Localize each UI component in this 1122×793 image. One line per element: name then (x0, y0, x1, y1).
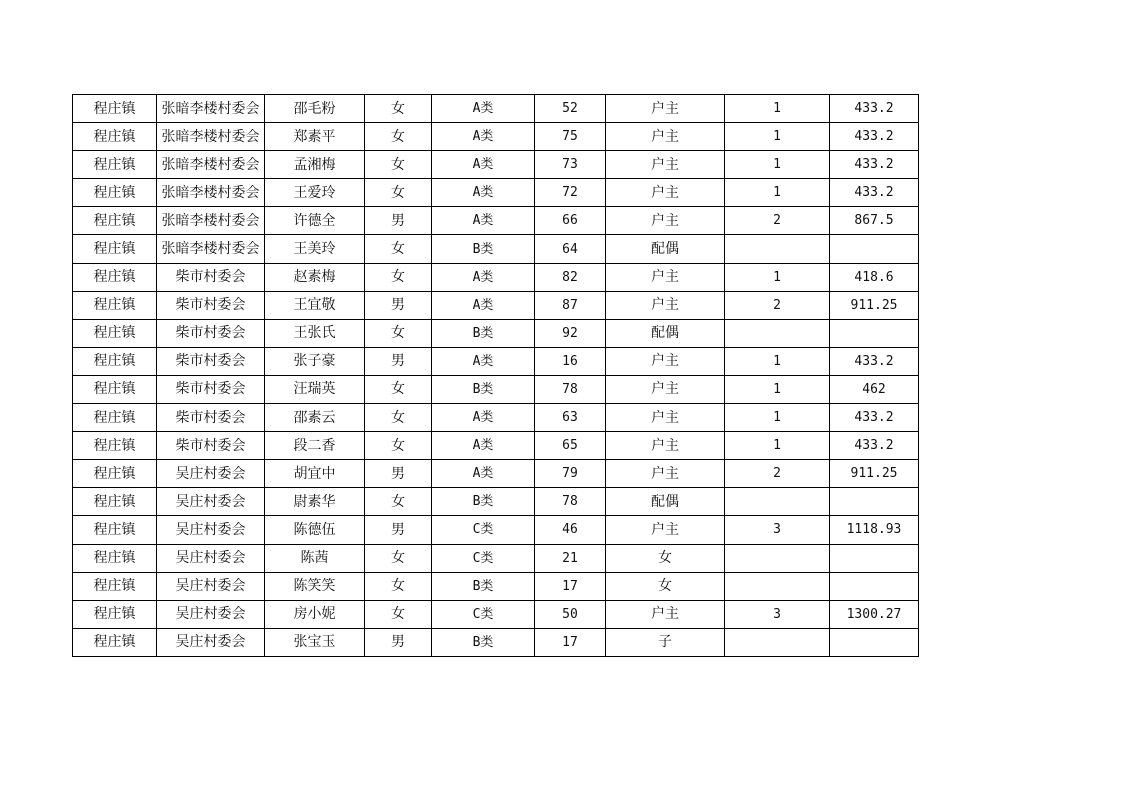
relation-cell: 户主 (606, 375, 725, 403)
household-size-cell: 1 (725, 432, 830, 460)
relation-cell: 配偶 (606, 319, 725, 347)
name-cell: 陈笑笑 (265, 572, 365, 600)
name-cell: 郑素平 (265, 123, 365, 151)
age-cell: 75 (535, 123, 606, 151)
age-cell: 50 (535, 600, 606, 628)
gender-cell: 男 (365, 347, 432, 375)
town-cell: 程庄镇 (73, 291, 157, 319)
amount-cell: 867.5 (830, 207, 919, 235)
relation-cell: 户主 (606, 291, 725, 319)
gender-cell: 男 (365, 460, 432, 488)
age-cell: 65 (535, 432, 606, 460)
town-cell: 程庄镇 (73, 404, 157, 432)
relation-cell: 户主 (606, 516, 725, 544)
gender-cell: 女 (365, 375, 432, 403)
table-row (73, 319, 919, 347)
age-cell: 52 (535, 95, 606, 123)
age-cell: 73 (535, 151, 606, 179)
name-cell: 孟湘梅 (265, 151, 365, 179)
village-committee-cell: 吴庄村委会 (157, 600, 265, 628)
amount-cell: 433.2 (830, 95, 919, 123)
village-committee-cell: 柴市村委会 (157, 375, 265, 403)
village-committee-cell: 吴庄村委会 (157, 628, 265, 656)
category-cell: A类 (432, 151, 535, 179)
gender-cell: 男 (365, 516, 432, 544)
table-row (73, 404, 919, 432)
relation-cell: 户主 (606, 207, 725, 235)
gender-cell: 女 (365, 263, 432, 291)
relation-cell: 户主 (606, 263, 725, 291)
name-cell: 尉素华 (265, 488, 365, 516)
amount-cell: 433.2 (830, 151, 919, 179)
village-committee-cell: 张暗李楼村委会 (157, 179, 265, 207)
age-cell: 17 (535, 628, 606, 656)
household-size-cell: 1 (725, 151, 830, 179)
gender-cell: 男 (365, 207, 432, 235)
table-row (73, 432, 919, 460)
table-row (73, 291, 919, 319)
relation-cell: 户主 (606, 460, 725, 488)
amount-cell: 1300.27 (830, 600, 919, 628)
village-committee-cell: 张暗李楼村委会 (157, 207, 265, 235)
category-cell: B类 (432, 572, 535, 600)
household-size-cell: 2 (725, 207, 830, 235)
village-committee-cell: 柴市村委会 (157, 347, 265, 375)
gender-cell: 女 (365, 404, 432, 432)
category-cell: C类 (432, 516, 535, 544)
household-size-cell (725, 628, 830, 656)
age-cell: 78 (535, 488, 606, 516)
relation-cell: 户主 (606, 432, 725, 460)
name-cell: 邵素云 (265, 404, 365, 432)
gender-cell: 女 (365, 95, 432, 123)
gender-cell: 女 (365, 319, 432, 347)
name-cell: 胡宜中 (265, 460, 365, 488)
category-cell: A类 (432, 404, 535, 432)
town-cell: 程庄镇 (73, 375, 157, 403)
gender-cell: 女 (365, 572, 432, 600)
name-cell: 王张氏 (265, 319, 365, 347)
gender-cell: 女 (365, 544, 432, 572)
age-cell: 92 (535, 319, 606, 347)
village-committee-cell: 吴庄村委会 (157, 544, 265, 572)
category-cell: A类 (432, 207, 535, 235)
town-cell: 程庄镇 (73, 95, 157, 123)
household-size-cell (725, 235, 830, 263)
name-cell: 王宜敬 (265, 291, 365, 319)
amount-cell: 433.2 (830, 432, 919, 460)
age-cell: 79 (535, 460, 606, 488)
village-committee-cell: 张暗李楼村委会 (157, 123, 265, 151)
village-committee-cell: 柴市村委会 (157, 404, 265, 432)
village-committee-cell: 吴庄村委会 (157, 516, 265, 544)
village-committee-cell: 吴庄村委会 (157, 460, 265, 488)
table-row (73, 572, 919, 600)
category-cell: B类 (432, 375, 535, 403)
village-committee-cell: 柴市村委会 (157, 432, 265, 460)
category-cell: B类 (432, 235, 535, 263)
name-cell: 张宝玉 (265, 628, 365, 656)
gender-cell: 女 (365, 123, 432, 151)
town-cell: 程庄镇 (73, 516, 157, 544)
amount-cell (830, 488, 919, 516)
table-row (73, 263, 919, 291)
relation-cell: 子 (606, 628, 725, 656)
amount-cell (830, 235, 919, 263)
household-size-cell: 1 (725, 179, 830, 207)
town-cell: 程庄镇 (73, 123, 157, 151)
name-cell: 陈茜 (265, 544, 365, 572)
town-cell: 程庄镇 (73, 235, 157, 263)
village-committee-cell: 柴市村委会 (157, 263, 265, 291)
village-committee-cell: 吴庄村委会 (157, 572, 265, 600)
category-cell: A类 (432, 347, 535, 375)
amount-cell: 911.25 (830, 460, 919, 488)
amount-cell: 462 (830, 375, 919, 403)
amount-cell: 433.2 (830, 123, 919, 151)
household-size-cell (725, 488, 830, 516)
table-row (73, 235, 919, 263)
relation-cell: 女 (606, 544, 725, 572)
village-committee-cell: 张暗李楼村委会 (157, 235, 265, 263)
table-row (73, 375, 919, 403)
age-cell: 21 (535, 544, 606, 572)
table-row (73, 151, 919, 179)
relation-cell: 户主 (606, 600, 725, 628)
household-size-cell: 2 (725, 460, 830, 488)
town-cell: 程庄镇 (73, 319, 157, 347)
table-row (73, 544, 919, 572)
town-cell: 程庄镇 (73, 179, 157, 207)
table-row (73, 600, 919, 628)
amount-cell (830, 319, 919, 347)
category-cell: A类 (432, 95, 535, 123)
category-cell: A类 (432, 123, 535, 151)
age-cell: 66 (535, 207, 606, 235)
gender-cell: 女 (365, 432, 432, 460)
category-cell: B类 (432, 488, 535, 516)
age-cell: 17 (535, 572, 606, 600)
relation-cell: 户主 (606, 179, 725, 207)
town-cell: 程庄镇 (73, 263, 157, 291)
relation-cell: 户主 (606, 404, 725, 432)
relation-cell: 女 (606, 572, 725, 600)
table-row (73, 207, 919, 235)
name-cell: 许德全 (265, 207, 365, 235)
category-cell: A类 (432, 432, 535, 460)
town-cell: 程庄镇 (73, 544, 157, 572)
name-cell: 王美玲 (265, 235, 365, 263)
amount-cell: 433.2 (830, 347, 919, 375)
name-cell: 汪瑞英 (265, 375, 365, 403)
household-size-cell: 1 (725, 375, 830, 403)
relation-cell: 配偶 (606, 488, 725, 516)
data-table (72, 94, 919, 657)
age-cell: 78 (535, 375, 606, 403)
table-row (73, 488, 919, 516)
gender-cell: 男 (365, 291, 432, 319)
town-cell: 程庄镇 (73, 600, 157, 628)
amount-cell (830, 544, 919, 572)
amount-cell (830, 628, 919, 656)
household-size-cell: 3 (725, 516, 830, 544)
town-cell: 程庄镇 (73, 347, 157, 375)
table-row (73, 628, 919, 656)
name-cell: 段二香 (265, 432, 365, 460)
town-cell: 程庄镇 (73, 460, 157, 488)
household-size-cell (725, 544, 830, 572)
household-size-cell (725, 319, 830, 347)
household-size-cell: 1 (725, 123, 830, 151)
town-cell: 程庄镇 (73, 432, 157, 460)
amount-cell: 433.2 (830, 179, 919, 207)
name-cell: 王爱玲 (265, 179, 365, 207)
relation-cell: 户主 (606, 347, 725, 375)
category-cell: A类 (432, 291, 535, 319)
town-cell: 程庄镇 (73, 572, 157, 600)
table-row (73, 179, 919, 207)
table-row (73, 347, 919, 375)
gender-cell: 男 (365, 628, 432, 656)
category-cell: B类 (432, 628, 535, 656)
relation-cell: 配偶 (606, 235, 725, 263)
age-cell: 82 (535, 263, 606, 291)
relation-cell: 户主 (606, 123, 725, 151)
household-size-cell: 1 (725, 263, 830, 291)
amount-cell: 1118.93 (830, 516, 919, 544)
village-committee-cell: 张暗李楼村委会 (157, 95, 265, 123)
village-committee-cell: 柴市村委会 (157, 291, 265, 319)
table-row (73, 460, 919, 488)
village-committee-cell: 张暗李楼村委会 (157, 151, 265, 179)
name-cell: 邵毛粉 (265, 95, 365, 123)
category-cell: C类 (432, 544, 535, 572)
table-row (73, 123, 919, 151)
gender-cell: 女 (365, 235, 432, 263)
age-cell: 63 (535, 404, 606, 432)
age-cell: 72 (535, 179, 606, 207)
town-cell: 程庄镇 (73, 207, 157, 235)
relation-cell: 户主 (606, 151, 725, 179)
age-cell: 46 (535, 516, 606, 544)
household-size-cell: 3 (725, 600, 830, 628)
village-committee-cell: 吴庄村委会 (157, 488, 265, 516)
age-cell: 87 (535, 291, 606, 319)
name-cell: 张子豪 (265, 347, 365, 375)
amount-cell: 418.6 (830, 263, 919, 291)
category-cell: B类 (432, 319, 535, 347)
town-cell: 程庄镇 (73, 151, 157, 179)
name-cell: 陈德伍 (265, 516, 365, 544)
village-committee-cell: 柴市村委会 (157, 319, 265, 347)
amount-cell (830, 572, 919, 600)
gender-cell: 女 (365, 179, 432, 207)
relation-cell: 户主 (606, 95, 725, 123)
category-cell: A类 (432, 460, 535, 488)
age-cell: 64 (535, 235, 606, 263)
household-size-cell: 1 (725, 404, 830, 432)
name-cell: 房小妮 (265, 600, 365, 628)
gender-cell: 女 (365, 151, 432, 179)
age-cell: 16 (535, 347, 606, 375)
table-row (73, 95, 919, 123)
category-cell: A类 (432, 263, 535, 291)
name-cell: 赵素梅 (265, 263, 365, 291)
table-row (73, 516, 919, 544)
category-cell: C类 (432, 600, 535, 628)
gender-cell: 女 (365, 488, 432, 516)
amount-cell: 433.2 (830, 404, 919, 432)
amount-cell: 911.25 (830, 291, 919, 319)
town-cell: 程庄镇 (73, 628, 157, 656)
household-size-cell (725, 572, 830, 600)
town-cell: 程庄镇 (73, 488, 157, 516)
household-size-cell: 1 (725, 347, 830, 375)
category-cell: A类 (432, 179, 535, 207)
table-body (73, 95, 919, 657)
household-size-cell: 2 (725, 291, 830, 319)
gender-cell: 女 (365, 600, 432, 628)
household-size-cell: 1 (725, 95, 830, 123)
